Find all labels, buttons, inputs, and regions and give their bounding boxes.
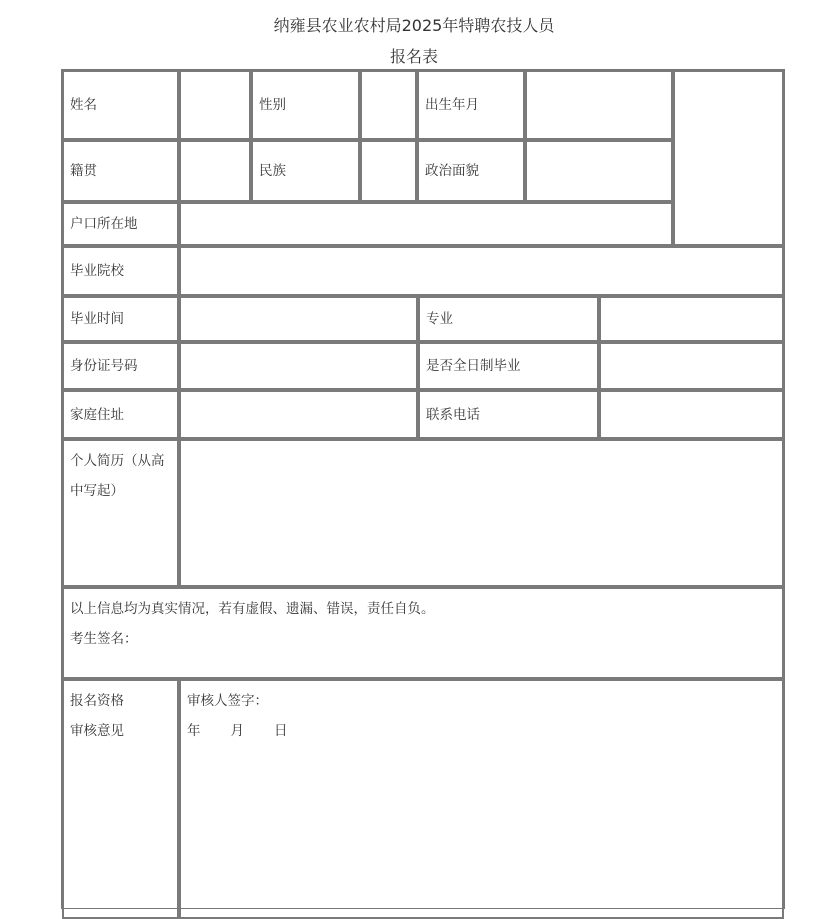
major-label-cell [418,296,599,342]
photo-box[interactable] [673,70,784,246]
grad-time-label-cell [62,296,179,342]
household-label-cell [62,202,179,246]
fulltime-field[interactable] [599,342,784,390]
phone-field[interactable] [599,390,784,439]
ethnicity-field[interactable] [360,140,417,202]
gender-label: 性别 [259,97,286,113]
school-label-cell [62,246,179,296]
reviewer-sign-label: 审核人签字： [187,693,268,709]
birth-field[interactable] [525,70,673,140]
household-field[interactable] [179,202,673,246]
review-label-line1: 报名资格 [70,693,124,709]
name-label-cell [62,70,179,140]
form-subtitle: 报名表 [389,47,438,66]
phone-label-cell [418,390,599,439]
declaration-text: 以上信息均为真实情况，若有虚假、遗漏、错误，责任自负。 [70,601,435,617]
id-field[interactable] [179,342,418,390]
resume-label-cell [62,439,179,587]
household-label: 户口所在地 [70,216,138,232]
review-field[interactable] [179,679,784,919]
resume-field[interactable] [179,439,784,587]
candidate-sign-label: 考生签名： [70,631,138,647]
major-label: 专业 [426,311,453,327]
id-label: 身份证号码 [70,358,138,374]
native-place-field[interactable] [179,140,251,202]
fulltime-label-cell [418,342,599,390]
gender-label-cell [251,70,360,140]
major-field[interactable] [599,296,784,342]
birth-label: 出生年月 [425,97,479,113]
review-label-line2: 审核意见 [70,723,124,739]
date-year: 年 [187,723,201,739]
native-place-label: 籍贯 [70,163,97,179]
native-place-label-cell [62,140,179,202]
declaration-cell [62,587,784,679]
grad-time-label: 毕业时间 [70,311,124,327]
political-status-label-cell [417,140,525,202]
name-field[interactable] [179,70,251,140]
ethnicity-label-cell [251,140,360,202]
phone-label: 联系电话 [426,406,480,423]
fulltime-label: 是否全日制毕业 [426,358,521,374]
school-label: 毕业院校 [70,263,124,279]
date-month: 月 [230,723,244,739]
form-title: 纳雍县农业农村局2025年特聘农技人员 [273,16,555,35]
review-label-cell [62,679,179,919]
political-status-label: 政治面貌 [425,163,479,179]
school-field[interactable] [179,246,784,296]
address-label-cell [62,390,179,439]
review-date [187,721,776,751]
resume-label: 个人简历（从高中写起） [70,453,165,499]
id-label-cell [62,342,179,390]
ethnicity-label: 民族 [259,163,286,179]
date-day: 日 [274,723,288,739]
gender-field[interactable] [360,70,417,140]
name-label: 姓名 [70,97,97,113]
address-field[interactable] [179,390,418,439]
grad-time-field[interactable] [179,296,418,342]
political-status-field[interactable] [525,140,673,202]
birth-label-cell [417,70,525,140]
address-label: 家庭住址 [70,406,124,423]
